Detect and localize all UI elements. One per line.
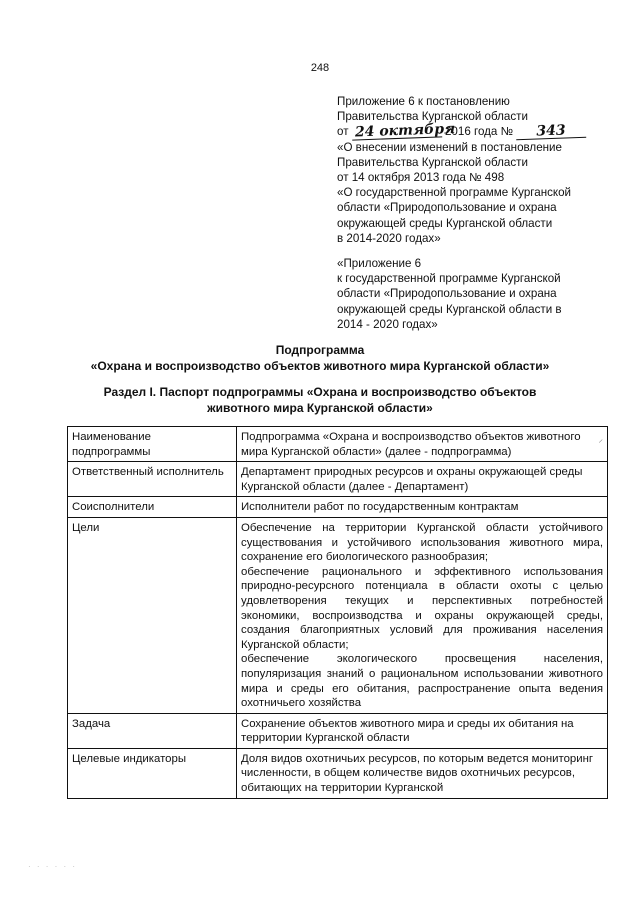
date-prefix: от (337, 125, 349, 139)
section-heading (0, 384, 640, 416)
program-appendix-line: окружающей среды Курганской области в (337, 302, 562, 316)
table-row (68, 462, 608, 497)
row-value (237, 517, 608, 713)
row-label: Цели (68, 517, 237, 713)
appendix-line: от 14 октября 2013 года № 498 (337, 171, 505, 185)
page-number: 248 (310, 62, 330, 74)
program-appendix (337, 256, 607, 332)
table-row (68, 427, 608, 462)
row-label: Задача (68, 713, 237, 748)
subprogram-title: Подпрограмма (275, 343, 365, 357)
goal-paragraph: обеспечение экологического просвещения населения, популяризация знаний о рациональном использовании животного мира и среды его обитания, распространение опыта ведения охотничьего хозяйства (241, 653, 603, 710)
row-value: Департамент природных ресурсов и охраны окружающей среды Курганской области (далее - Департамент) (237, 462, 608, 497)
section-title-line: животного мира Курганской области» (207, 401, 433, 415)
table-row (68, 713, 608, 748)
handwritten-date: 24 октября (352, 124, 442, 141)
goal-paragraph: Обеспечение на территории Курганской области устойчивого существования и устойчивого использования животного мира, сохранение его биологического разнообразия; (241, 521, 603, 564)
date-year: 2016 года № (444, 125, 514, 139)
section-title-line: Раздел I. Паспорт подпрограммы «Охрана и воспроизводство объектов (103, 385, 537, 399)
appendix-line: Правительства Курганской области (337, 155, 528, 169)
appendix-line: окружающей среды Курганской области (337, 216, 553, 230)
row-label: Соисполнители (68, 497, 237, 518)
appendix-line: Правительства Курганской области (337, 110, 528, 124)
program-appendix-line: «Приложение 6 (337, 257, 422, 270)
row-label: Целевые индикаторы (68, 748, 237, 798)
appendix-line: «О внесении изменений в постановление (337, 140, 562, 154)
appendix-line: «О государственной программе Курганской (337, 186, 572, 200)
appendix-line: области «Природопользование и охрана (337, 201, 557, 215)
handwritten-number: 343 (516, 124, 586, 140)
tick-mark: ⸝ (598, 434, 603, 444)
row-value (237, 427, 608, 462)
subprogram-heading (0, 342, 640, 374)
appendix-line: Приложение 6 к постановлению (337, 95, 510, 108)
scan-artifact: · · · · · · (28, 862, 78, 871)
row-value-text: Подпрограмма «Охрана и воспроизводство объектов животного мира Курганской области» (далее - подпрограмма) (241, 431, 581, 458)
program-appendix-line: 2014 - 2020 годах» (337, 317, 438, 331)
row-value: Исполнители работ по государственным контрактам (237, 497, 608, 518)
subprogram-name: «Охрана и воспроизводство объектов животного мира Курганской области» (90, 359, 550, 373)
program-appendix-line: к государственной программе Курганской (337, 272, 561, 286)
row-value: Доля видов охотничьих ресурсов, по которым ведется мониторинг численности, в общем количестве видов охотничьих ресурсов, обитающих на территории Курганской (237, 748, 608, 798)
appendix-line: в 2014-2020 годах» (337, 231, 441, 245)
passport-table (67, 426, 608, 799)
row-label: Наименование подпрограммы (68, 427, 237, 462)
table-row (68, 497, 608, 518)
appendix-header (337, 94, 607, 246)
goal-paragraph: обеспечение рационального и эффективного использования природно-ресурсного потенциала в области охоты с целью удовлетворения текущих и перспективных потребностей экономики, воспроизводства и охраны окружающей среды, создания благоприятных условий для проживания населения Курганской области; (241, 565, 603, 651)
program-appendix-line: области «Природопользование и охрана (337, 287, 557, 301)
table-row (68, 517, 608, 713)
appendix-date-line (337, 121, 607, 141)
row-value: Сохранение объектов животного мира и среды их обитания на территории Курганской области (237, 713, 608, 748)
row-label: Ответственный исполнитель (68, 462, 237, 497)
table-row (68, 748, 608, 798)
